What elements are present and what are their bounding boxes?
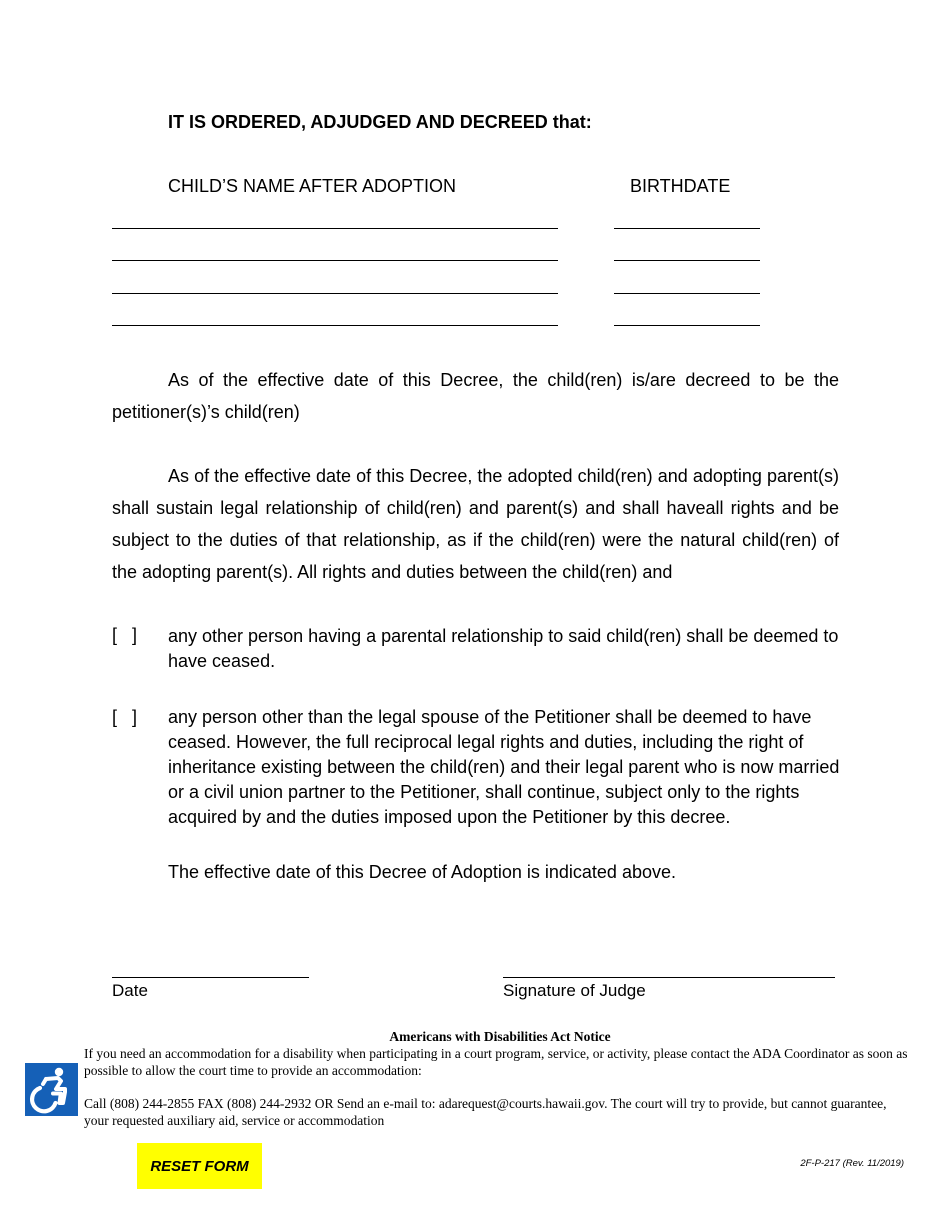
birthdate-field[interactable]: [614, 293, 760, 294]
date-line[interactable]: [112, 977, 309, 978]
child-name-field[interactable]: [112, 325, 558, 326]
ada-notice-text: If you need an accommodation for a disability when participating in a court program, service, or activity, please contact the ADA Coordinator as soon as possible to allow the court time to provide an accommodation:: [84, 1046, 908, 1078]
option2-checkbox[interactable]: [ ]: [112, 707, 138, 727]
accessibility-icon: [25, 1063, 78, 1116]
effective-date-statement: The effective date of this Decree of Adoption is indicated above.: [168, 862, 676, 882]
judge-signature-line[interactable]: [503, 977, 835, 978]
child-name-field[interactable]: [112, 260, 558, 261]
date-label: Date: [112, 981, 148, 1000]
form-number: 2F-P-217 (Rev. 11/2019): [800, 1158, 904, 1169]
birthdate-field[interactable]: [614, 325, 760, 326]
paragraph-legal-relationship-text: As of the effective date of this Decree, the adopted child(ren) and adopting parent(s) shall sustain legal relationship of child(ren) and parent(s) and shall haveall rights and be subject to the duties of that relationship, as if the child(ren) were the natural child(ren) of the adopting parent(s). All rights and duties between the child(ren) and: [112, 466, 839, 582]
option1-text: any other person having a parental relationship to said child(ren) shall be deemed to have ceased.: [168, 626, 839, 671]
page-heading: IT IS ORDERED, ADJUDGED AND DECREED that:: [168, 112, 592, 132]
option1-checkbox[interactable]: [ ]: [112, 625, 138, 645]
child-name-field[interactable]: [112, 293, 558, 294]
reset-form-button[interactable]: RESET FORM: [137, 1143, 262, 1189]
birthdate-column-header: BIRTHDATE: [630, 176, 731, 196]
paragraph-child-decreed: [112, 364, 839, 428]
paragraph-legal-relationship: [112, 460, 839, 588]
option2-text: any person other than the legal spouse of the Petitioner shall be deemed to have ceased. However, the full reciprocal legal rights and duties, including the right of inheritance existing between the child(ren) and their legal parent who is now married or a civil union partner to the Petitioner, shall continue, subject only to the rights acquired by and the duties imposed upon the Petitioner by this decree.: [168, 707, 840, 827]
ada-notice-title: Americans with Disabilities Act Notice: [389, 1029, 611, 1044]
ada-contact-text: Call (808) 244-2855 FAX (808) 244-2932 OR Send an e-mail to: adarequest@courts.hawaii.gov. The court will try to provide, but cannot guarantee, your requested auxiliary aid, service or accommodation: [84, 1096, 887, 1128]
child-name-column-header: CHILD’S NAME AFTER ADOPTION: [168, 176, 457, 196]
birthdate-field[interactable]: [614, 260, 760, 261]
birthdate-field[interactable]: [614, 228, 760, 229]
paragraph-child-decreed-text: As of the effective date of this Decree, the child(ren) is/are decreed to be the petitioner(s)’s child(ren): [112, 370, 839, 422]
judge-signature-label: Signature of Judge: [503, 981, 646, 1000]
child-name-field[interactable]: [112, 228, 558, 229]
